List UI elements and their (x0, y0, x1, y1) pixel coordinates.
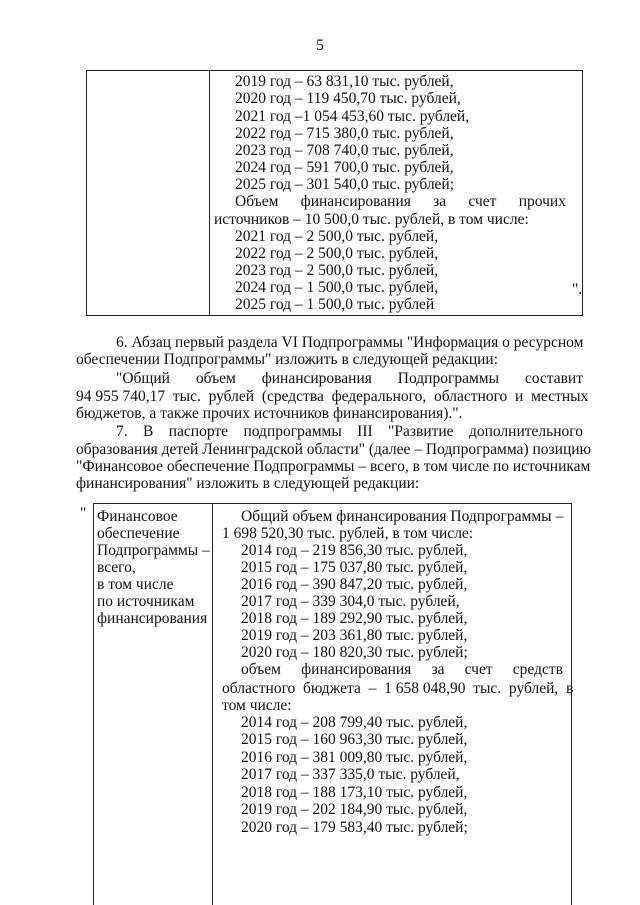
paragraph-6-line: 6. Абзац первый раздела VI Подпрограммы "Информация о ресурсном (116, 334, 584, 351)
paragraph-7-line: финансирования" изложить в следующей редакции: (76, 475, 420, 492)
regional-year-line: 2019 год – 202 184,90 тыс. рублей, (241, 801, 468, 818)
paragraph-6-line: бюджетов, а также прочих источников финансирования).". (76, 405, 463, 422)
total-line: 1 698 520,30 тыс. рублей, в том числе: (222, 525, 474, 542)
word: финансирования (261, 370, 372, 387)
left-cell-line: в том числе (97, 576, 174, 593)
table-line: 2024 год – 591 700,0 тыс. рублей, (235, 159, 454, 176)
table-line: 2019 год – 63 831,10 тыс. рублей, (235, 73, 454, 90)
table-line: 2025 год – 1 500,0 тыс. рублей (235, 296, 435, 313)
page-number: 5 (316, 37, 324, 54)
table-divider (209, 71, 210, 315)
word: 7. (116, 423, 128, 440)
left-cell-line: по источникам (97, 593, 195, 610)
word: за (431, 661, 445, 678)
regional-year-line: 2017 год – 337 335,0 тыс. рублей, (241, 766, 460, 783)
table-line: 2024 год – 1 500,0 тыс. рублей, (235, 279, 439, 296)
word: подпрограммы (243, 423, 342, 440)
word: В (143, 423, 154, 440)
paragraph-7-line: образования детей Ленинградской области" (далее – Подпрограмма) позицию (76, 441, 592, 458)
table-divider (212, 504, 213, 905)
total-year-line: 2017 год – 339 304,0 тыс. рублей, (241, 593, 460, 610)
word: счет (468, 193, 497, 210)
table-line: 2021 год –1 054 453,60 тыс. рублей, (235, 108, 470, 125)
word: финансирования (300, 193, 411, 210)
word: объем (241, 661, 281, 678)
word: финансирования (301, 661, 412, 678)
total-line: Общий объем финансирования Подпрограммы – (241, 508, 564, 525)
word: паспорте (168, 423, 229, 440)
word: дополнительного (468, 423, 583, 440)
table-line: 2022 год – 2 500,0 тыс. рублей, (235, 245, 439, 262)
left-cell-line: всего, (97, 559, 136, 576)
regional-year-line: 2020 год – 179 583,40 тыс. рублей; (241, 819, 468, 836)
total-year-line: 2014 год – 219 856,30 тыс. рублей, (241, 542, 468, 559)
other-sources-heading (235, 193, 566, 210)
paragraph-6-line: обеспечении Подпрограммы" изложить в следующей редакции: (76, 351, 499, 368)
left-cell-line: Подпрограммы – (97, 542, 210, 559)
word: "Развитие (388, 423, 454, 440)
table-line: 2020 год – 119 450,70 тыс. рублей, (235, 90, 461, 107)
total-year-line: 2020 год – 180 820,30 тыс. рублей; (241, 644, 468, 661)
left-cell-line: обеспечение (97, 525, 180, 542)
word: "Общий (116, 370, 170, 387)
total-year-line: 2015 год – 175 037,80 тыс. рублей, (241, 559, 468, 576)
word: за (433, 193, 447, 210)
paragraph-7-heading (116, 423, 583, 440)
table-line: 2022 год – 715 380,0 тыс. рублей, (235, 125, 454, 142)
regional-year-line: 2016 год – 381 009,80 тыс. рублей, (241, 749, 468, 766)
word: средств (512, 661, 563, 678)
regional-line: том числе: (222, 697, 292, 714)
word: объем (195, 370, 236, 387)
regional-year-line: 2014 год – 208 799,40 тыс. рублей, (241, 714, 468, 731)
regional-line: областного бюджета – 1 658 048,90 тыс. рублей, в (222, 680, 574, 697)
closing-quote: ". (572, 281, 583, 298)
paragraph-7-line: "Финансовое обеспечение Подпрограммы – всего, в том числе по источникам (76, 458, 591, 475)
word: Подпрограммы (397, 370, 499, 387)
paragraph-6-line: 94 955 740,17 тыс. рублей (средства федерального, областного и местных (76, 388, 589, 405)
table-line: 2021 год – 2 500,0 тыс. рублей, (235, 228, 439, 245)
regional-heading (241, 661, 563, 678)
table-line: 2023 год – 2 500,0 тыс. рублей, (235, 262, 439, 279)
left-cell-line: Финансовое (97, 508, 178, 525)
table-line: 2025 год – 301 540,0 тыс. рублей; (235, 176, 455, 193)
table-line: 2023 год – 708 740,0 тыс. рублей, (235, 142, 454, 159)
word: III (357, 423, 373, 440)
opening-quote: " (80, 505, 87, 522)
total-year-line: 2019 год – 203 361,80 тыс. рублей, (241, 627, 468, 644)
paragraph-6-quote (116, 370, 583, 387)
total-year-line: 2018 год – 189 292,90 тыс. рублей, (241, 610, 468, 627)
word: счет (464, 661, 493, 678)
word: прочих (518, 193, 566, 210)
total-year-line: 2016 год – 390 847,20 тыс. рублей, (241, 576, 468, 593)
word: Объем (235, 193, 279, 210)
table-line: источников – 10 500,0 тыс. рублей, в том числе: (214, 211, 529, 228)
regional-year-line: 2015 год – 160 963,30 тыс. рублей, (241, 731, 468, 748)
regional-year-line: 2018 год – 188 173,10 тыс. рублей, (241, 784, 468, 801)
left-cell-line: финансирования (97, 610, 208, 627)
word: составит (524, 370, 583, 387)
